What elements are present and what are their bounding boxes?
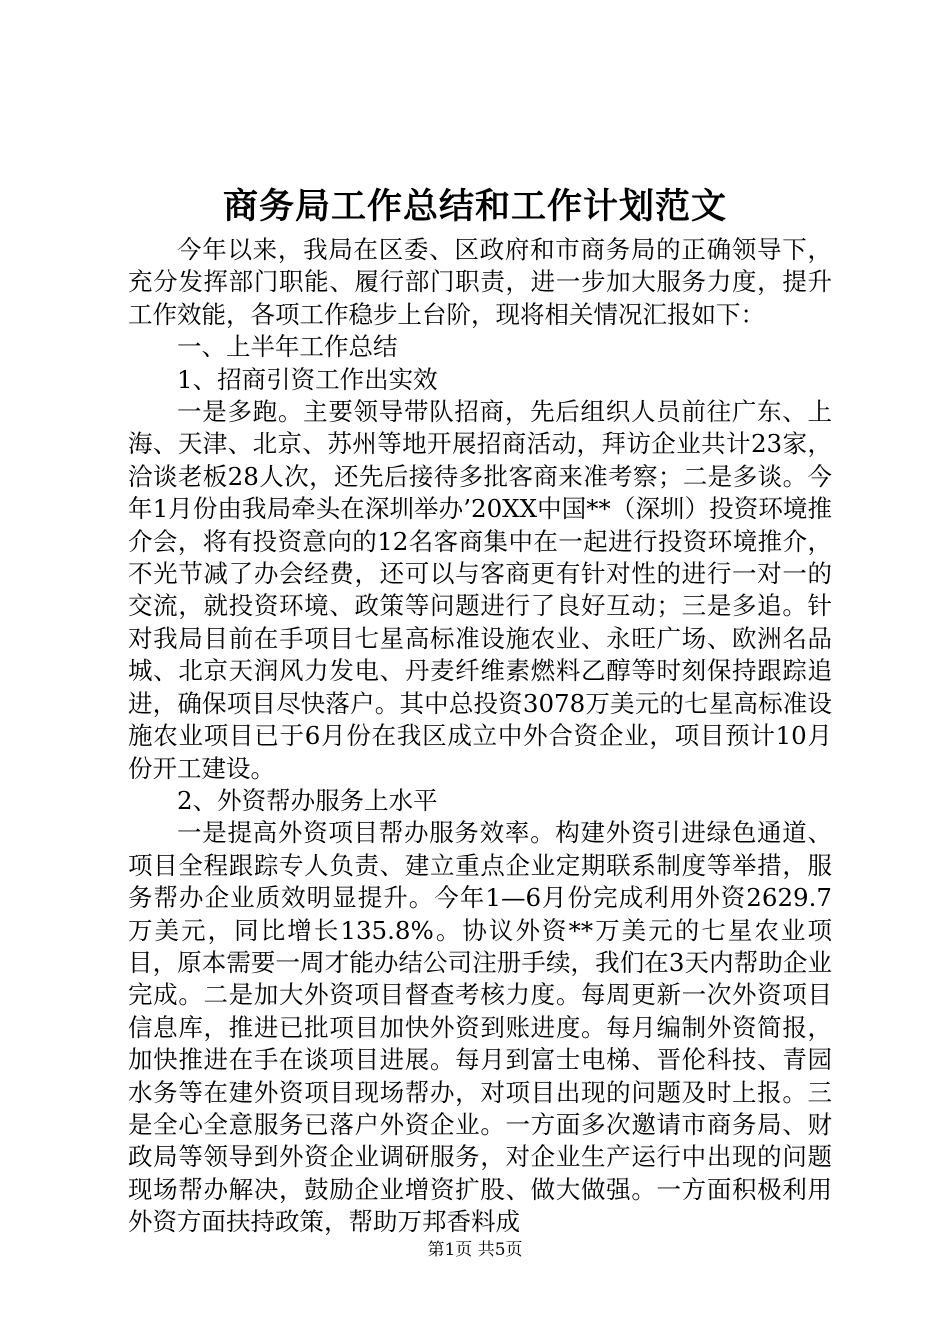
document-title: 商务局工作总结和工作计划范文 (222, 186, 727, 227)
heading-subsection-2: 2、外资帮办服务上水平 (177, 785, 438, 815)
heading-subsection-1: 1、招商引资工作出实效 (177, 364, 438, 394)
paragraph-foreign-capital: 一是提高外资项目帮办服务效率。构建外资引进绿色通道、项目全程跟踪专人负责、建立重点企业定期联系制度等举措，服务帮办企业质效明显提升。今年1—6月份完成利用外资2629.7万美元，同比增长135.8%。协议外资**万美元的七星农业项目，原本需要一周才能办结公司注册手续，我们在3天内帮助企业完成。二是加大外资项目督查考核力度。每周更新一次外资项目信息库，推进已批项目加快外资到账进度。每月编制外资简报，加快推进在手在谈项目进展。每月到富士电梯、晋伦科技、青园水务等在建外资项目现场帮办，对项目出现的问题及时上报。三是全心全意服务已落户外资企业。一方面多次邀请市商务局、财政局等领导到外资企业调研服务，对企业生产运行中出现的问题现场帮办解决，鼓励企业增资扩股、做大做强。一方面积极利用外资方面扶持政策，帮助万邦香料成 (128, 818, 832, 1237)
document-body (128, 234, 832, 1239)
paragraph-investment: 一是多跑。主要领导带队招商，先后组织人员前往广东、上海、天津、北京、苏州等地开展招商活动，拜访企业共计23家，洽谈老板28人次，还先后接待多批客商来准考察；二是多谈。今年1月份由我局牵头在深圳举办’20XX中国**（深圳）投资环境推介会，将有投资意向的12名客商集中在一起进行投资环境推介，不光节减了办会经费，还可以与客商更有针对性的进行一对一的交流，就投资环境、政策等问题进行了良好互动；三是多追。针对我局目前在手项目七星高标准设施农业、永旺广场、欧洲名品城、北京天润风力发电、丹麦纤维素燃料乙醇等时刻保持跟踪追进，确保项目尽快落户。其中总投资3078万美元的七星高标准设施农业项目已于6月份在我区成立中外合资企业，项目预计10月份开工建设。 (128, 397, 832, 783)
heading-section-1: 一、上半年工作总结 (177, 332, 398, 362)
paragraph-intro: 今年以来，我局在区委、区政府和市商务局的正确领导下，充分发挥部门职能、履行部门职责，进一步加大服务力度，提升工作效能，各项工作稳步上台阶，现将相关情况汇报如下： (128, 235, 832, 329)
page-number: 第1页 共5页 (427, 1240, 523, 1260)
